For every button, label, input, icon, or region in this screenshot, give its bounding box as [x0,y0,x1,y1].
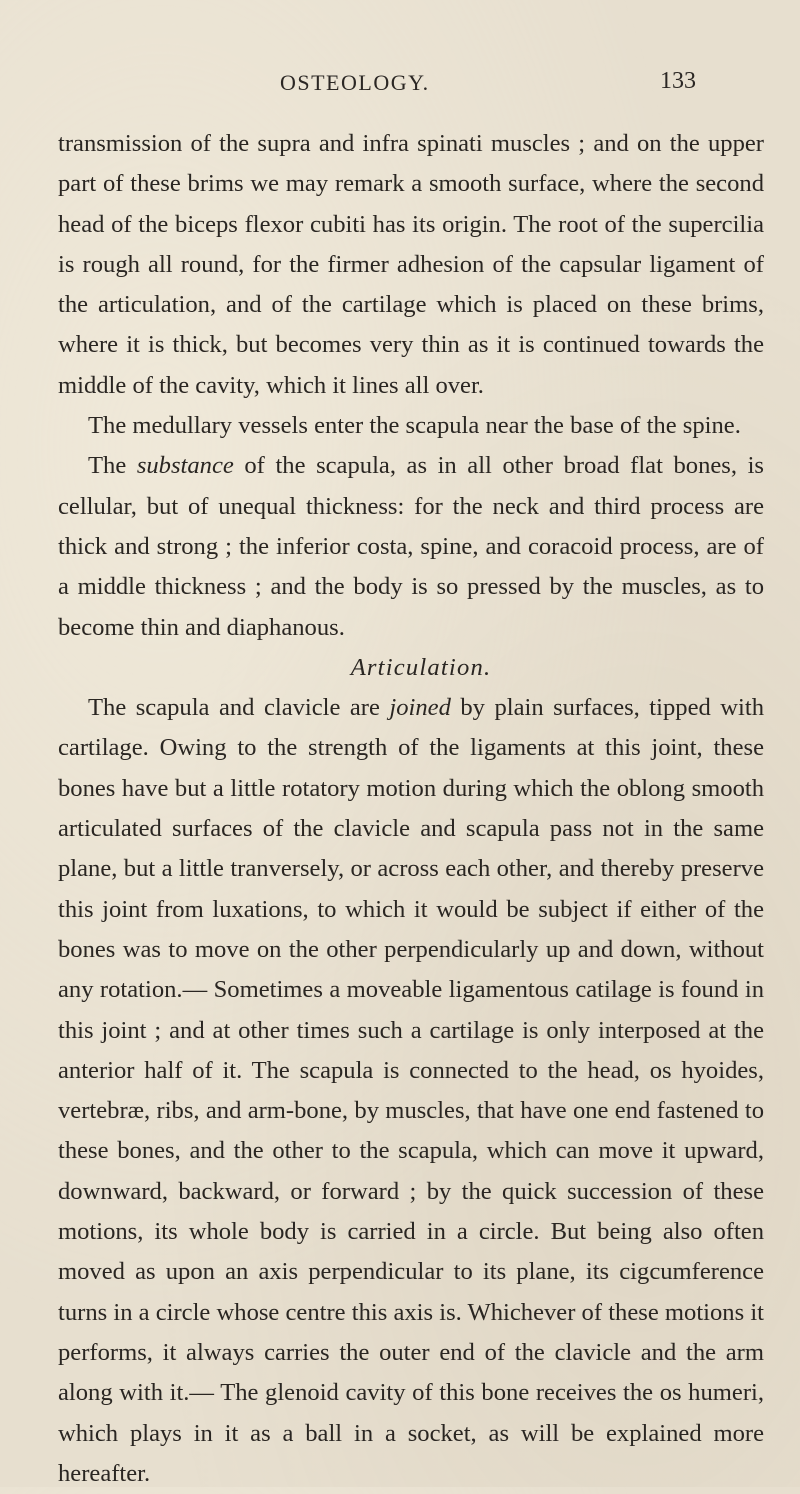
paragraph-glenoid-brims: transmission of the supra and infra spinati muscles ; and on the upper part of these brims we may remark a smooth surface, where the second head of the biceps flexor cubiti has its origin. The root of the supercilia is rough all round, for the firmer adhesion of the capsular ligament of the articulation, and of the cartilage which is placed on these brims, where it is thick, but becomes very thin as it is continued towards the middle of the cavity, which it lines all over. [58,130,764,399]
paragraph-articulation [58,688,764,1494]
section-title-articulation: Articulation. [350,653,492,681]
paragraph-substance [58,446,764,647]
articulation-emphasis: joined [389,694,451,722]
substance-rest: of the scapula, as in all other broad flat bones, is cellular, but of unequal thickness: for the neck and third process are thick and strong ; the inferior costa, spine, and coracoid process, are of a middle thickness ; and the body is so pressed by the muscles, as to become thin and diaphanous. [58,452,764,641]
body-text [58,124,764,1494]
substance-lead: The [88,452,137,480]
articulation-rest: by plain surfaces, tipped with cartilage. Owing to the strength of the ligaments at this joint, these bones have but a little rotatory motion during which the oblong smooth articulated surfaces of the clavicle and scapula pass not in the same plane, but a little tranversely, or across each other, and thereby preserve this joint from luxations, to which it would be subject if either of the bones was to move on the other perpendicularly up and down, without any rotation.— Sometimes a moveable ligamentous catilage is found in this joint ; and at other times such a cartilage is only interposed at the anterior half of it. The scapula is connected to the head, os hyoides, vertebræ, ribs, and arm-bone, by muscles, that have one end fastened to these bones, and the other to the scapula, which can move it upward, downward, backward, or forward ; by the quick succession of these motions, its whole body is carried in a circle. But being also often moved as upon an axis perpendicular to its plane, its cigcumference turns in a circle whose centre this axis is. Whichever of these motions it performs, it always carries the outer end of the clavicle and the arm along with it.— The glenoid cavity of this bone receives the os humeri, which plays in it as a ball in a socket, as will be explained more hereafter. [58,694,764,1487]
running-head: OSTEOLOGY. [280,70,430,95]
paragraph-medullary-vessels: The medullary vessels enter the scapula near the base of the spine. [88,412,741,440]
page-number: 133 [660,68,696,94]
substance-emphasis: substance [136,452,234,480]
articulation-lead: The scapula and clavicle are [88,694,390,722]
page-header [0,70,800,110]
